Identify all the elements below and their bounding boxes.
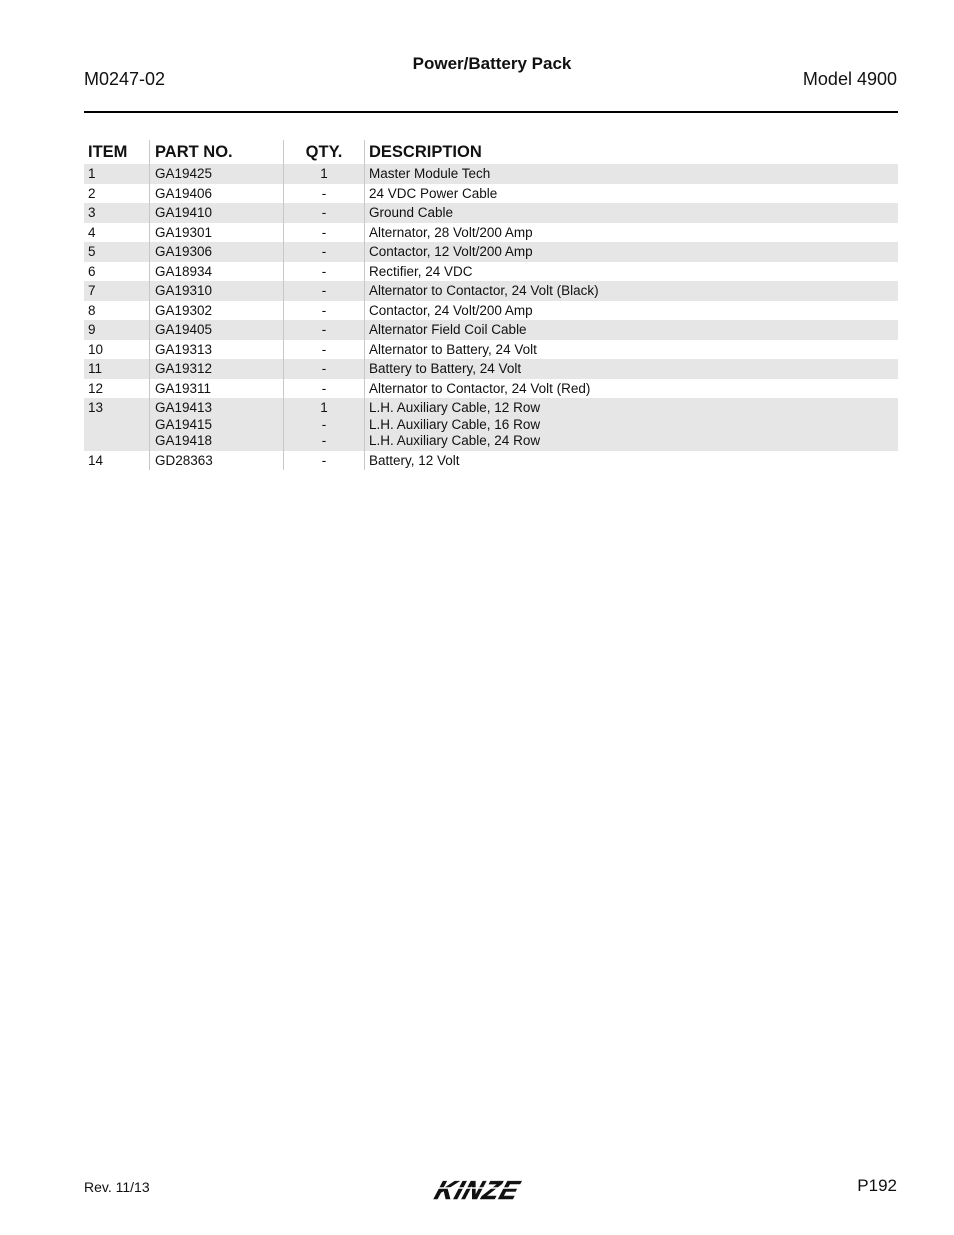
- part-number-cell: [149, 242, 283, 262]
- table-row: [84, 242, 898, 262]
- table-header-row: [84, 140, 898, 164]
- description-cell: [364, 379, 898, 399]
- table-body: [84, 164, 898, 470]
- table-row: [84, 340, 898, 360]
- part-number-cell: [149, 320, 283, 340]
- quantity-cell: [283, 301, 364, 321]
- part-number: GA19418: [155, 433, 213, 448]
- description-cell: [364, 301, 898, 321]
- description-cell: [364, 164, 898, 184]
- column-header-description: DESCRIPTION: [364, 140, 898, 164]
- quantity: -: [321, 224, 327, 240]
- description-cell: [364, 398, 898, 451]
- part-number-cell: [149, 379, 283, 399]
- table-row: [84, 451, 898, 471]
- description: L.H. Auxiliary Cable, 12 Row: [369, 400, 541, 415]
- table-row: [84, 301, 898, 321]
- quantity-cell: [283, 223, 364, 243]
- description: Battery, 12 Volt: [369, 452, 460, 468]
- description-cell: [364, 184, 898, 204]
- part-number-cell: [149, 223, 283, 243]
- part-number: GA19406: [155, 185, 213, 201]
- description: 24 VDC Power Cable: [369, 185, 498, 201]
- part-number: GA19410: [155, 205, 213, 220]
- part-number: GA19310: [155, 283, 213, 298]
- page-title: Power/Battery Pack: [412, 54, 572, 73]
- quantity: -: [321, 341, 327, 357]
- description-cell: [364, 281, 898, 301]
- kinze-logo: [431, 1175, 553, 1205]
- part-number: GA18934: [155, 263, 213, 279]
- table-row: [84, 359, 898, 379]
- part-number: GA19302: [155, 302, 213, 318]
- part-number-cell: [149, 451, 283, 471]
- part-number: GA19306: [155, 244, 213, 259]
- quantity: -: [321, 416, 327, 432]
- quantity: -: [321, 322, 327, 337]
- item-number-cell: 7: [88, 283, 96, 298]
- item-number-cell: 10: [88, 341, 104, 357]
- item-number-cell: 3: [88, 205, 96, 220]
- quantity: 1: [320, 166, 328, 181]
- table-row: [84, 398, 898, 451]
- description: L.H. Auxiliary Cable, 16 Row: [369, 416, 541, 432]
- part-number-cell: [149, 262, 283, 282]
- item-number-cell: 8: [88, 302, 96, 318]
- part-number-cell: [149, 184, 283, 204]
- item-number-cell: 6: [88, 263, 96, 279]
- part-number: GA19313: [155, 341, 213, 357]
- table-row: [84, 281, 898, 301]
- table-row: [84, 223, 898, 243]
- quantity: -: [321, 263, 327, 279]
- quantity-cell: [283, 281, 364, 301]
- part-number: GA19311: [155, 380, 212, 396]
- quantity-cell: [283, 359, 364, 379]
- quantity: -: [321, 302, 327, 318]
- quantity-cell: [283, 451, 364, 471]
- description: Alternator to Battery, 24 Volt: [369, 341, 537, 357]
- item-number-cell: 12: [88, 380, 104, 396]
- model-label: Model 4900: [802, 69, 897, 89]
- parts-table: [84, 140, 898, 470]
- description: Alternator, 28 Volt/200 Amp: [369, 224, 533, 240]
- quantity: -: [321, 185, 327, 201]
- part-number: GA19413: [155, 400, 213, 415]
- quantity-cell: [283, 320, 364, 340]
- header-divider: [84, 111, 898, 113]
- part-number: GA19425: [155, 166, 213, 181]
- description-cell: [364, 340, 898, 360]
- item-number-cell: 2: [88, 185, 96, 201]
- quantity: 1: [320, 400, 328, 415]
- part-number-cell: [149, 281, 283, 301]
- quantity-cell: [283, 203, 364, 223]
- description: Alternator Field Coil Cable: [369, 322, 527, 337]
- part-number: GA19415: [155, 416, 213, 432]
- description-cell: [364, 451, 898, 471]
- description: Rectifier, 24 VDC: [369, 263, 473, 279]
- table-row: [84, 184, 898, 204]
- quantity-cell: [283, 164, 364, 184]
- document-number: M0247-02: [84, 69, 166, 89]
- quantity-cell: [283, 340, 364, 360]
- svg-text:KINZE: KINZE: [431, 1175, 524, 1205]
- description: Battery to Battery, 24 Volt: [369, 361, 522, 376]
- table-row: [84, 262, 898, 282]
- part-number: GA19312: [155, 361, 213, 376]
- part-number: GA19405: [155, 322, 213, 337]
- table-row: [84, 164, 898, 184]
- item-number-cell: 13: [88, 400, 104, 415]
- quantity-cell: [283, 184, 364, 204]
- description-cell: [364, 262, 898, 282]
- quantity: -: [321, 452, 327, 468]
- description-cell: [364, 320, 898, 340]
- page-number: P192: [857, 1176, 897, 1195]
- item-number-cell: 4: [88, 224, 96, 240]
- part-number-cell: [149, 359, 283, 379]
- description: Alternator to Contactor, 24 Volt (Black): [369, 283, 599, 298]
- quantity: -: [321, 433, 327, 448]
- table-row: [84, 203, 898, 223]
- part-number-cell: [149, 340, 283, 360]
- description-cell: [364, 359, 898, 379]
- part-number: GD28363: [155, 452, 213, 468]
- description-cell: [364, 242, 898, 262]
- column-header-qty: QTY.: [283, 140, 364, 164]
- item-number-cell: 1: [88, 166, 96, 181]
- column-header-item: ITEM: [88, 143, 128, 161]
- description: L.H. Auxiliary Cable, 24 Row: [369, 433, 541, 448]
- description: Contactor, 12 Volt/200 Amp: [369, 244, 533, 259]
- quantity-cell: [283, 379, 364, 399]
- revision-label: Rev. 11/13: [84, 1179, 150, 1195]
- description: Alternator to Contactor, 24 Volt (Red): [369, 380, 591, 396]
- item-number-cell: 9: [88, 322, 96, 337]
- quantity: -: [321, 283, 327, 298]
- part-number-cell: [149, 398, 283, 451]
- quantity: -: [321, 244, 327, 259]
- part-number-cell: [149, 203, 283, 223]
- part-number-cell: [149, 164, 283, 184]
- column-header-part-no: PART NO.: [149, 140, 283, 164]
- table-row: [84, 379, 898, 399]
- quantity-cell: [283, 398, 364, 451]
- description-cell: [364, 223, 898, 243]
- table-row: [84, 320, 898, 340]
- description: Master Module Tech: [369, 166, 491, 181]
- quantity: -: [321, 205, 327, 220]
- description-cell: [364, 203, 898, 223]
- item-number-cell: 5: [88, 244, 96, 259]
- part-number: GA19301: [155, 224, 213, 240]
- quantity: -: [321, 361, 327, 376]
- description: Contactor, 24 Volt/200 Amp: [369, 302, 533, 318]
- part-number-cell: [149, 301, 283, 321]
- description: Ground Cable: [369, 205, 454, 220]
- item-number-cell: 11: [88, 361, 103, 376]
- quantity-cell: [283, 262, 364, 282]
- quantity-cell: [283, 242, 364, 262]
- quantity: -: [321, 380, 327, 396]
- item-number-cell: 14: [88, 452, 104, 468]
